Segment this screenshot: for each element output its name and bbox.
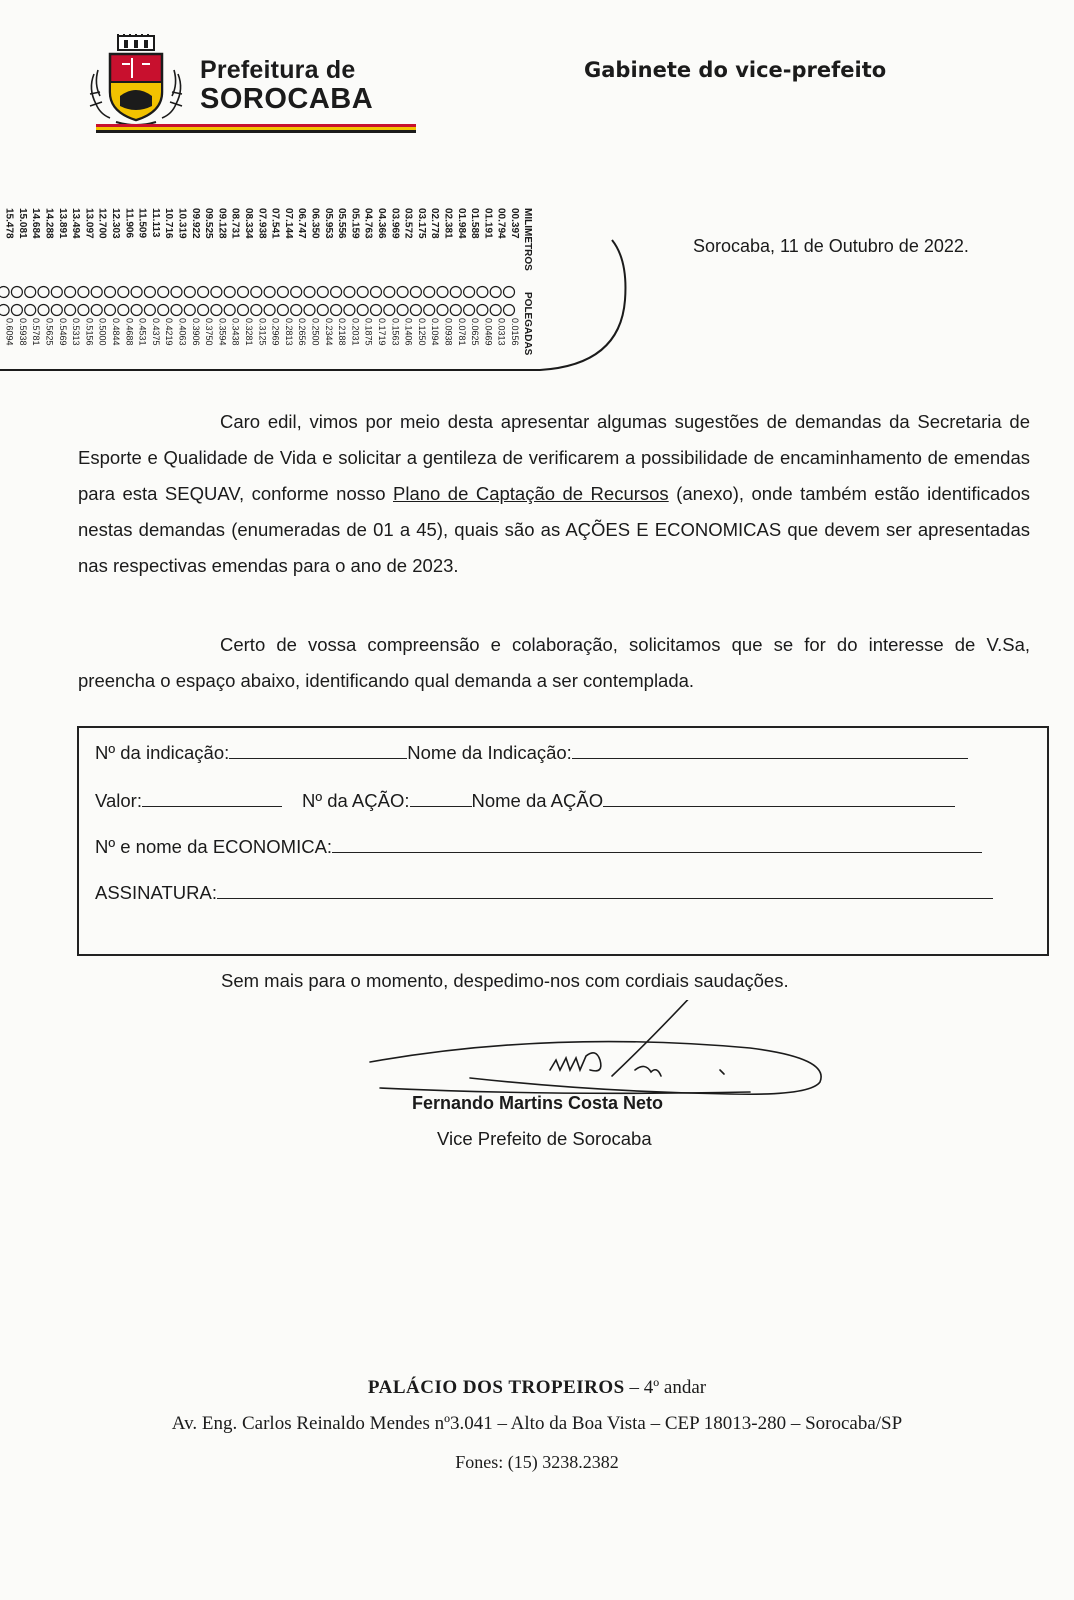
ruler-fraction-mark <box>424 305 435 316</box>
ruler-hole <box>304 287 315 298</box>
field-valor[interactable] <box>142 790 282 807</box>
ruler-fraction-mark <box>0 305 9 316</box>
ruler-fraction-mark <box>450 305 461 316</box>
ruler-inch-value: 0.1250 <box>416 318 427 346</box>
form-row-economica <box>95 836 982 858</box>
ruler-inch-value: 0.0625 <box>470 318 481 346</box>
ruler-hole <box>211 287 222 298</box>
signer-role: Vice Prefeito de Sorocaba <box>437 1128 652 1149</box>
ruler-mm-value: 03.969 <box>389 208 401 239</box>
ruler-mm-value: 14.288 <box>43 208 55 239</box>
field-economica[interactable] <box>332 836 982 853</box>
ruler-mm-value: 06.350 <box>309 208 321 239</box>
label-valor: Valor: <box>95 790 142 811</box>
ruler-hole <box>51 287 62 298</box>
ruler-hole <box>291 287 302 298</box>
ruler-inch-value: 0.1563 <box>390 318 401 346</box>
body-p1-start: Caro edil, vimos por meio desta apresentar algumas sugestões de demandas da Secretaria de Esporte e Qualidade de Vida e solicitar a gentileza de verificarem a possibilidade de encaminhamento de emendas para esta SEQUAV, conforme nosso <box>78 411 1030 504</box>
ruler-inch-value: 0.3750 <box>204 318 215 346</box>
ruler-fraction-mark <box>331 305 342 316</box>
letter-date: Sorocaba, 11 de Outubro de 2022. <box>693 236 969 256</box>
ruler-fraction-mark <box>158 305 169 316</box>
ruler-header-in: POLEGADAS <box>522 292 533 356</box>
ruler-mm-value: 09.128 <box>216 208 228 239</box>
ruler-mm-value: 11.509 <box>136 208 148 239</box>
ruler-fraction-mark <box>224 305 235 316</box>
ruler-fraction-mark <box>371 305 382 316</box>
ruler-header-mm: MILIMETROS <box>522 208 533 271</box>
ruler-hole <box>477 287 488 298</box>
ruler-inch-value: 0.4375 <box>150 318 161 346</box>
ruler-mm-value: 15.478 <box>3 208 15 239</box>
logo-line-prefeitura: Prefeitura de <box>200 56 356 84</box>
form-row-indicacao <box>95 742 968 764</box>
field-indicacao-num[interactable] <box>229 742 407 759</box>
ruler-fraction-mark <box>357 305 368 316</box>
label-economica: Nº e nome da ECONOMICA: <box>95 836 333 857</box>
ruler-mm-value: 11.906 <box>123 208 135 239</box>
ruler-inch-value: 0.6094 <box>4 318 15 346</box>
ruler-hole <box>91 287 102 298</box>
ruler-mm-value: 07.541 <box>269 208 281 239</box>
ruler-inch-value: 0.0156 <box>510 318 520 346</box>
ruler-hole <box>410 287 421 298</box>
ruler-hole <box>397 287 408 298</box>
ruler-inch-value: 0.5625 <box>44 318 55 346</box>
ruler-hole <box>171 287 182 298</box>
footer-building <box>0 1377 1074 1399</box>
ruler-fraction-mark <box>304 305 315 316</box>
ruler-inch-value: 0.5781 <box>31 318 42 346</box>
ruler-fraction-mark <box>65 305 76 316</box>
field-acao-num[interactable] <box>410 790 472 807</box>
ruler-hole <box>344 287 355 298</box>
ruler-mm-value: 05.159 <box>349 208 361 239</box>
ruler-mm-value: 03.572 <box>402 208 414 239</box>
ruler-mm-value: 12.700 <box>96 208 108 239</box>
label-indicacao-num: Nº da indicação: <box>95 742 230 763</box>
ruler-inch-value: 0.1406 <box>403 318 414 346</box>
ruler-hole <box>11 287 22 298</box>
ruler-hole <box>198 287 209 298</box>
ruler-mm-value: 09.922 <box>189 208 201 239</box>
ruler-hole <box>158 287 169 298</box>
footer-floor: – 4º andar <box>629 1377 707 1398</box>
ruler-mm-value: 01.588 <box>469 208 481 239</box>
ruler-hole <box>105 287 116 298</box>
ruler-inch-value: 0.4219 <box>164 318 175 346</box>
ruler-inch-value: 0.1094 <box>430 318 441 346</box>
ruler-inch-value: 0.3281 <box>244 318 254 346</box>
ruler-inch-value: 0.0313 <box>496 318 507 346</box>
footer-building-name: PALÁCIO DOS TROPEIROS <box>367 1377 625 1398</box>
ruler-hole <box>331 287 342 298</box>
ruler-mm-value: 01.191 <box>482 208 494 239</box>
ruler-hole <box>504 287 515 298</box>
ruler-inch-value: 0.4688 <box>124 318 135 346</box>
ruler-mm-value: 08.334 <box>243 208 254 239</box>
ruler-inch-value: 0.2813 <box>283 318 294 346</box>
ruler-mm-value: 00.397 <box>509 208 520 239</box>
ruler-hole <box>184 287 195 298</box>
ruler-mm-value: 04.763 <box>362 208 374 239</box>
ruler-hole <box>251 287 262 298</box>
ruler-mm-value: 14.684 <box>30 208 42 239</box>
ruler-fraction-mark <box>264 305 275 316</box>
ruler-inch-value: 0.4531 <box>137 318 148 346</box>
ruler-mm-value: 15.081 <box>16 208 28 239</box>
ruler-hole <box>424 287 435 298</box>
ruler-inch-value: 0.2500 <box>310 318 321 346</box>
ruler-inch-value: 0.2344 <box>323 318 334 346</box>
ruler-hole <box>450 287 461 298</box>
ruler-mm-value: 02.381 <box>442 208 454 239</box>
ruler-mm-value: 10.716 <box>163 208 175 239</box>
closing-line: Sem mais para o momento, despedimo-nos com cordiais saudações. <box>221 970 789 991</box>
ruler-fraction-mark <box>11 305 22 316</box>
ruler-fraction-mark <box>317 305 328 316</box>
ruler-fraction-mark <box>51 305 62 316</box>
ruler-fraction-mark <box>477 305 488 316</box>
ruler-inch-value: 0.0469 <box>483 318 494 346</box>
ruler-inch-value: 0.5313 <box>71 318 82 346</box>
ruler-fraction-mark <box>251 305 262 316</box>
ruler-fraction-mark <box>78 305 89 316</box>
ruler-inch-value: 0.0781 <box>456 318 467 346</box>
ruler-fraction-mark <box>277 305 288 316</box>
ruler-inch-value: 0.2031 <box>350 318 361 346</box>
ruler-inch-value: 0.2656 <box>297 318 308 346</box>
ruler-mm-value: 11.113 <box>149 208 161 238</box>
ruler-hole <box>224 287 235 298</box>
ruler-hole <box>277 287 288 298</box>
ruler-fraction-mark <box>397 305 408 316</box>
ruler-mm-value: 07.144 <box>282 208 294 239</box>
ruler-hole <box>464 287 475 298</box>
ruler-mm-value: 09.525 <box>203 208 215 239</box>
ruler-inch-value: 0.3438 <box>230 318 241 346</box>
ruler-fraction-mark <box>384 305 395 316</box>
ruler-mm-value: 07.938 <box>256 208 268 239</box>
logo-wordmark <box>200 58 373 114</box>
ruler-hole <box>0 287 9 298</box>
ruler-mm-value: 13.494 <box>70 208 82 239</box>
ruler-mm-value: 10.319 <box>176 208 188 239</box>
ruler-hole <box>65 287 76 298</box>
field-acao-nome[interactable] <box>603 790 955 807</box>
ruler-mm-value: 12.303 <box>110 208 121 239</box>
label-assinatura: ASSINATURA: <box>95 882 217 903</box>
ruler-inch-value: 0.5156 <box>84 318 95 346</box>
ruler-fraction-mark <box>291 305 302 316</box>
ruler-hole <box>144 287 155 298</box>
ruler-hole <box>78 287 89 298</box>
signer-name: Fernando Martins Costa Neto <box>412 1093 664 1113</box>
ruler-fraction-mark <box>91 305 102 316</box>
ruler-fraction-mark <box>25 305 36 316</box>
ruler-fraction-mark <box>464 305 475 316</box>
body-paragraph-1 <box>78 404 1030 584</box>
office-title: Gabinete do vice-prefeito <box>584 58 887 82</box>
footer-phones: Fones: (15) 3238.2382 <box>455 1452 619 1472</box>
ruler-mm-value: 00.794 <box>495 208 507 239</box>
ruler-inch-value: 0.1719 <box>377 318 387 346</box>
ruler-mm-value: 01.984 <box>455 208 467 239</box>
ruler-fraction-mark <box>184 305 195 316</box>
city-coat-of-arms <box>86 34 186 126</box>
ruler-fraction-mark <box>211 305 222 316</box>
ruler-fraction-mark <box>410 305 421 316</box>
ruler-fraction-mark <box>198 305 209 316</box>
ruler-inch-value: 0.1875 <box>363 318 374 346</box>
ruler-inch-value: 0.3594 <box>217 318 228 346</box>
ruler-inch-value: 0.0938 <box>443 318 454 346</box>
ruler-inch-value: 0.3906 <box>190 318 201 346</box>
ruler-fraction-mark <box>144 305 155 316</box>
ruler-hole <box>264 287 275 298</box>
drill-size-ruler <box>0 160 640 390</box>
label-indicacao-nome: Nome da Indicação: <box>407 742 572 763</box>
field-assinatura[interactable] <box>217 882 993 899</box>
ruler-mm-value: 06.747 <box>296 208 308 239</box>
body-p1-end: (anexo), onde também estão identificados nestas demandas (enumeradas de 01 a 45), quais são as AÇÕES E ECONOMICAS que devem ser apresentadas nas respectivas emendas para o ano de 2023. <box>78 483 1030 576</box>
logo-line-sorocaba: SOROCABA <box>200 83 374 115</box>
ruler-fraction-mark <box>131 305 142 316</box>
plan-link-text: Plano de Captação de Recursos <box>393 483 669 504</box>
form-row-assinatura <box>95 882 993 904</box>
ruler-hole <box>357 287 368 298</box>
ruler-hole <box>118 287 129 298</box>
ruler-mm-value: 05.953 <box>322 208 334 239</box>
ruler-mm-value: 08.731 <box>229 208 241 239</box>
ruler-fraction-mark <box>437 305 448 316</box>
ruler-hole <box>317 287 328 298</box>
ruler-fraction-mark <box>105 305 116 316</box>
ruler-inch-value: 0.2188 <box>337 318 348 346</box>
ruler-fraction-mark <box>171 305 182 316</box>
ruler-mm-value: 13.891 <box>56 208 68 239</box>
form-row-acao <box>95 790 955 812</box>
ruler-mm-value: 05.556 <box>336 208 348 239</box>
ruler-inch-value: 0.4844 <box>111 318 121 346</box>
ruler-inch-value: 0.2969 <box>270 318 281 346</box>
ruler-inch-value: 0.5469 <box>57 318 68 346</box>
ruler-hole <box>384 287 395 298</box>
ruler-hole <box>25 287 36 298</box>
ruler-fraction-mark <box>38 305 49 316</box>
ruler-hole <box>490 287 501 298</box>
indication-form <box>77 726 1049 956</box>
ruler-mm-value: 13.097 <box>83 208 95 239</box>
ruler-inch-value: 0.3125 <box>257 318 268 346</box>
label-acao-nome: Nome da AÇÃO <box>471 790 604 811</box>
ruler-fraction-mark <box>344 305 355 316</box>
label-acao-num: Nº da AÇÃO: <box>301 790 410 811</box>
ruler-mm-value: 03.175 <box>415 208 427 239</box>
ruler-fraction-mark <box>118 305 129 316</box>
ruler-hole <box>38 287 49 298</box>
field-indicacao-nome[interactable] <box>572 742 968 759</box>
ruler-hole <box>238 287 249 298</box>
ruler-mm-value: 02.778 <box>429 208 441 239</box>
ruler-hole <box>371 287 382 298</box>
logo-color-bar <box>96 124 416 133</box>
ruler-inch-value: 0.4063 <box>177 318 188 346</box>
ruler-fraction-mark <box>490 305 501 316</box>
ruler-inch-value: 0.5938 <box>17 318 28 346</box>
ruler-fraction-mark <box>504 305 515 316</box>
body-paragraph-2: Certo de vossa compreensão e colaboração, solicitamos que se for do interesse de V.Sa, preencha o espaço abaixo, identificando qual demanda a ser contemplada. <box>78 634 1030 691</box>
footer-address: Av. Eng. Carlos Reinaldo Mendes nº3.041 – Alto da Boa Vista – CEP 18013-280 – Sorocaba/SP <box>171 1413 903 1434</box>
ruler-fraction-mark <box>238 305 249 316</box>
ruler-inch-value: 0.5000 <box>97 318 108 346</box>
ruler-mm-value: 04.366 <box>376 208 387 239</box>
ruler-hole <box>437 287 448 298</box>
ruler-hole <box>131 287 142 298</box>
